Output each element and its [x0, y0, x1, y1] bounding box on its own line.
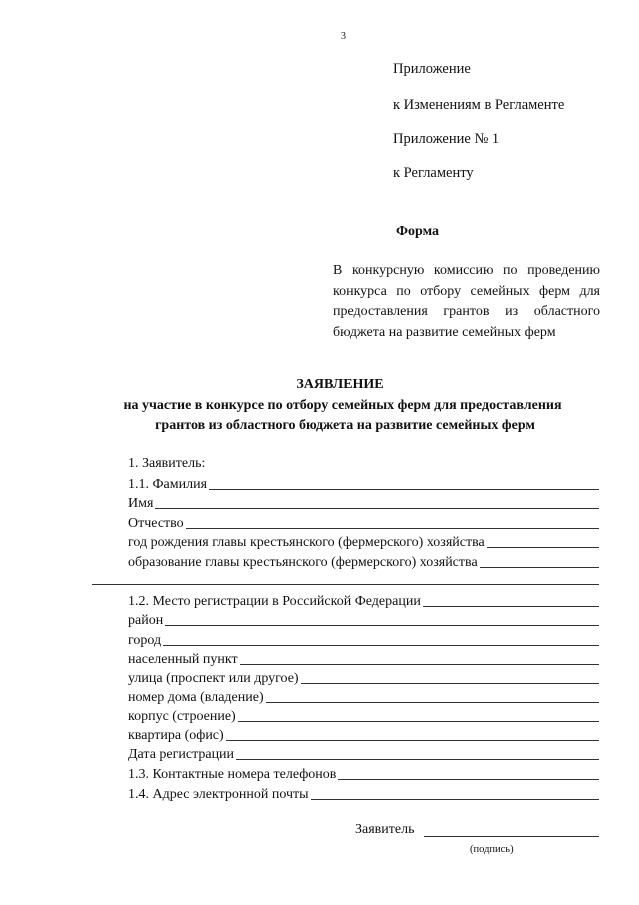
city-input-line[interactable] [163, 644, 599, 646]
signature-input-line[interactable] [424, 836, 599, 837]
birth-year-label: год рождения главы крестьянского (фермерского) хозяйства [128, 535, 485, 550]
email-field[interactable] [128, 784, 599, 803]
surname-input-line[interactable] [209, 488, 599, 490]
city-label: город [128, 633, 162, 648]
document-title: ЗАЯВЛЕНИЕ [296, 377, 384, 392]
house-input-line[interactable] [266, 701, 599, 703]
birth-year-field[interactable] [128, 532, 599, 551]
apartment-input-line[interactable] [226, 739, 599, 741]
addressee-line: предоставления грантов из областного [333, 304, 600, 319]
patronymic-input-line[interactable] [186, 527, 599, 529]
header-to-changes: к Изменениям в Регламенте [393, 97, 565, 113]
document-subtitle-2: грантов из областного бюджета на развитие семейных ферм [155, 418, 535, 433]
education-input-line[interactable] [480, 566, 599, 568]
education-label: образование главы крестьянского (фермерского) хозяйства [128, 555, 478, 570]
phones-field[interactable] [128, 764, 599, 783]
street-field[interactable] [128, 668, 599, 687]
building-input-line[interactable] [238, 720, 599, 722]
addressee-line: конкурса по отбору семейных ферм для [333, 283, 600, 299]
phones-label: 1.3. Контактные номера телефонов [128, 767, 337, 782]
header-appendix-1: Приложение № 1 [393, 131, 500, 147]
applicant-signature-label: Заявитель [355, 822, 415, 837]
registration-place-field[interactable] [128, 591, 599, 610]
house-field[interactable] [128, 687, 599, 706]
email-input-line[interactable] [311, 798, 599, 800]
building-field[interactable] [128, 706, 599, 725]
settlement-label: населенный пункт [128, 652, 238, 667]
surname-label: 1.1. Фамилия [128, 477, 208, 492]
registration-place-label: 1.2. Место регистрации в Российской Федерации [128, 594, 421, 609]
apartment-field[interactable] [128, 725, 599, 744]
district-field[interactable] [128, 610, 599, 629]
header-appendix: Приложение [393, 61, 471, 77]
city-field[interactable] [128, 630, 599, 649]
addressee-line: В конкурсную комиссию по проведению [333, 263, 600, 278]
education-field[interactable] [128, 552, 599, 571]
name-field[interactable] [128, 493, 599, 512]
phones-input-line[interactable] [338, 778, 599, 780]
apartment-label: квартира (офис) [128, 728, 224, 743]
surname-field[interactable] [128, 474, 599, 493]
settlement-field[interactable] [128, 649, 599, 668]
name-input-line[interactable] [155, 507, 599, 509]
addressee-line: бюджета на развитие семейных ферм [333, 324, 556, 340]
name-label: Имя [128, 496, 154, 511]
signature-hint: (подпись) [470, 844, 514, 855]
document-subtitle-1: на участие в конкурсе по отбору семейных ферм для предоставления [123, 398, 562, 413]
education-continuation-line[interactable] [92, 584, 599, 585]
district-label: район [128, 613, 164, 628]
email-label: 1.4. Адрес электронной почты [128, 787, 309, 802]
street-label: улица (проспект или другое) [128, 671, 299, 686]
birth-year-input-line[interactable] [487, 546, 599, 548]
patronymic-label: Отчество [128, 516, 184, 531]
registration-place-input-line[interactable] [423, 605, 599, 607]
registration-date-input-line[interactable] [236, 758, 599, 760]
section-applicant-heading: 1. Заявитель: [128, 456, 206, 471]
house-label: номер дома (владение) [128, 690, 264, 705]
addressee-block [333, 261, 600, 343]
registration-date-field[interactable] [128, 744, 599, 763]
patronymic-field[interactable] [128, 513, 599, 532]
building-label: корпус (строение) [128, 709, 236, 724]
settlement-input-line[interactable] [240, 663, 599, 665]
header-to-regulation: к Регламенту [393, 165, 474, 181]
page-number: 3 [341, 31, 346, 42]
district-input-line[interactable] [165, 624, 599, 626]
form-label: Форма [396, 224, 440, 239]
registration-date-label: Дата регистрации [128, 747, 235, 762]
street-input-line[interactable] [301, 682, 599, 684]
